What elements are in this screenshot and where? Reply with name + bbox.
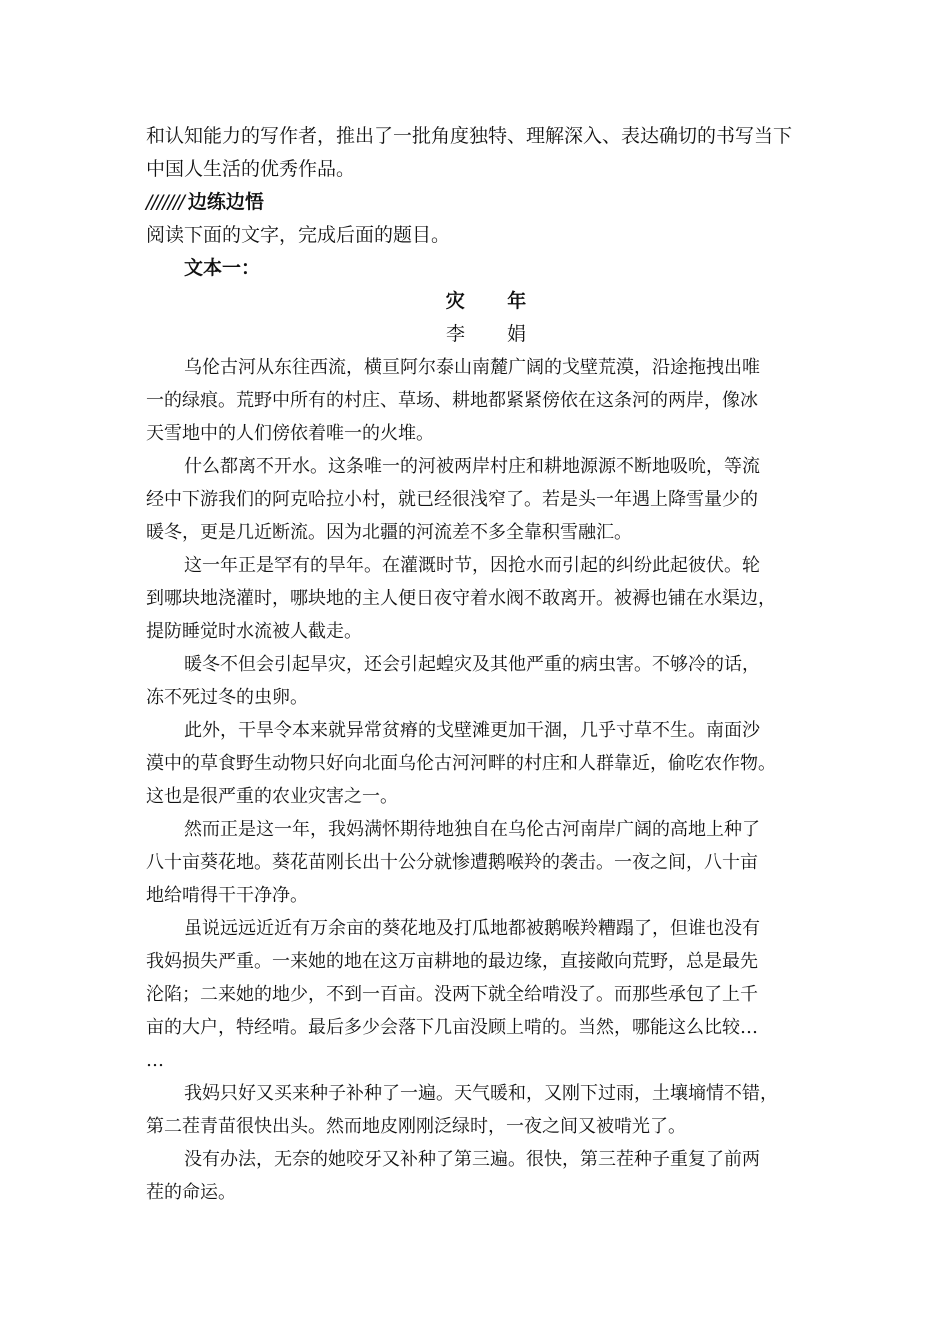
reading-instruction: 阅读下面的文字，完成后面的题目。 <box>146 224 451 246</box>
paragraph-line: 我妈只好又买来种子补种了一遍。天气暖和，又刚下过雨，土壤墒情不错， <box>184 1083 778 1104</box>
paragraph-line: 亩的大户，特经啃。最后多少会落下几亩没顾上啃的。当然，哪能这么比较… <box>146 1017 758 1038</box>
paragraph-line: 然而正是这一年，我妈满怀期待地独自在乌伦古河南岸广阔的高地上种了 <box>184 819 760 840</box>
paragraph-line: … <box>146 1050 164 1071</box>
paragraph-line: 经中下游我们的阿克哈拉小村，就已经很浅窄了。若是头一年遇上降雪量少的 <box>146 489 758 510</box>
paragraph-line: 冻不死过冬的虫卵。 <box>146 687 308 708</box>
intro-line-2: 中国人生活的优秀作品。 <box>146 158 356 180</box>
paragraph-line: 漠中的草食野生动物只好向北面乌伦古河河畔的村庄和人群靠近，偷吃农作物。 <box>146 753 776 774</box>
article-paragraph <box>146 813 826 912</box>
paragraph-line: 什么都离不开水。这条唯一的河被两岸村庄和耕地源源不断地吸吮，等流 <box>184 456 760 477</box>
document-page <box>146 120 826 1209</box>
section-heading <box>146 186 826 219</box>
paragraph-line: 虽说远远近近有万余亩的葵花地及打瓜地都被鹅喉羚糟蹋了，但谁也没有 <box>184 918 760 939</box>
paragraph-line: 此外，干旱令本来就异常贫瘠的戈壁滩更加干涸，几乎寸草不生。南面沙 <box>184 720 760 741</box>
article-author: 李 娟 <box>445 323 545 345</box>
paragraph-line: 我妈损失严重。一来她的地在这万亩耕地的最边缘，直接敞向荒野，总是最先 <box>146 951 758 972</box>
paragraph-line: 沦陷；二来她的地少，不到一百亩。没两下就全给啃没了。而那些承包了上千 <box>146 984 758 1005</box>
article-paragraph <box>146 1077 826 1143</box>
article-body <box>146 351 826 1209</box>
text-label: 文本一： <box>184 257 261 279</box>
article-paragraph <box>146 351 826 450</box>
section-marker: /////// <box>146 191 184 213</box>
paragraph-line: 这一年正是罕有的旱年。在灌溉时节，因抢水而引起的纠纷此起彼伏。轮 <box>184 555 760 576</box>
paragraph-line: 地给啃得干干净净。 <box>146 885 308 906</box>
paragraph-line: 一的绿痕。荒野中所有的村庄、草场、耕地都紧紧傍依在这条河的两岸，像冰 <box>146 390 758 411</box>
article-paragraph <box>146 714 826 813</box>
paragraph-line: 暖冬不但会引起旱灾，还会引起蝗灾及其他严重的病虫害。不够冷的话， <box>184 654 760 675</box>
paragraph-line: 乌伦古河从东往西流，横亘阿尔泰山南麓广阔的戈壁荒漠，沿途拖拽出唯 <box>184 357 760 378</box>
paragraph-line: 没有办法，无奈的她咬牙又补种了第三遍。很快，第三茬种子重复了前两 <box>184 1149 760 1170</box>
section-heading-text: 边练边悟 <box>187 191 264 213</box>
paragraph-line: 第二茬青苗很快出头。然而地皮刚刚泛绿时，一夜之间又被啃光了。 <box>146 1116 686 1137</box>
paragraph-line: 暖冬，更是几近断流。因为北疆的河流差不多全靠积雪融汇。 <box>146 522 632 543</box>
article-paragraph <box>146 1143 826 1209</box>
paragraph-line: 这也是很严重的农业灾害之一。 <box>146 786 398 807</box>
article-paragraph <box>146 648 826 714</box>
paragraph-line: 天雪地中的人们傍依着唯一的火堆。 <box>146 423 434 444</box>
article-paragraph <box>146 912 826 1077</box>
article-title: 灾 年 <box>445 290 545 312</box>
paragraph-line: 八十亩葵花地。葵花苗刚长出十公分就惨遭鹅喉羚的袭击。一夜之间，八十亩 <box>146 852 758 873</box>
intro-line-1: 和认知能力的写作者，推出了一批角度独特、理解深入、表达确切的书写当下 <box>146 125 793 147</box>
paragraph-line: 提防睡觉时水流被人截走。 <box>146 621 362 642</box>
article-paragraph <box>146 549 826 648</box>
paragraph-line: 茬的命运。 <box>146 1182 236 1203</box>
paragraph-line: 到哪块地浇灌时，哪块地的主人便日夜守着水阀不敢离开。被褥也铺在水渠边， <box>146 588 776 609</box>
article-paragraph <box>146 450 826 549</box>
